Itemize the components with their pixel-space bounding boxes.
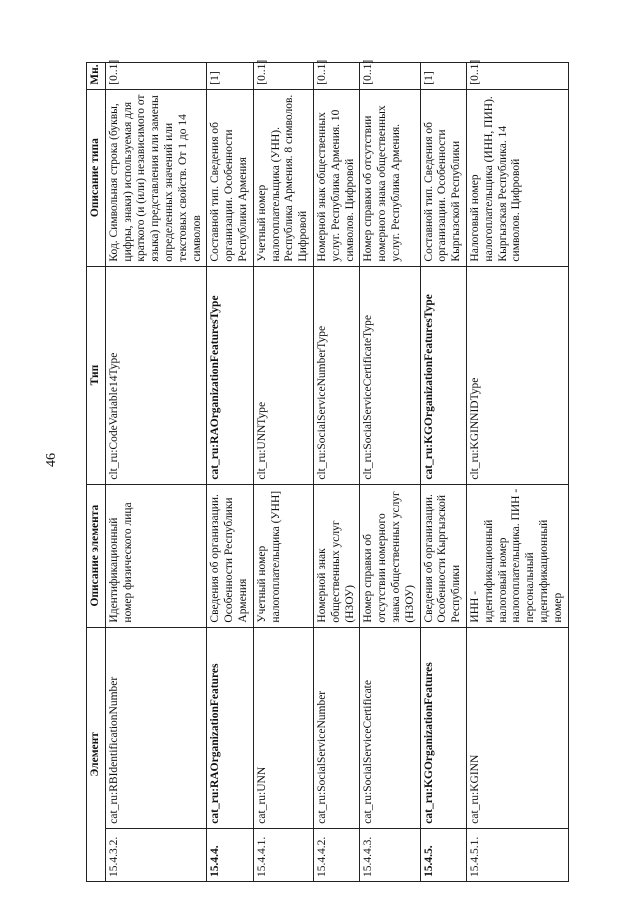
row-type: clt_ru:SocialServiceCertificateType (360, 266, 420, 484)
row-multiplicity: [0..1] (105, 63, 207, 90)
row-multiplicity: [0..1] (313, 63, 359, 90)
row-type-description: Номер справки об отсутствии номерного знака общественных услуг. Республика Армения. (360, 89, 420, 266)
header-element-description: Описание элемента (87, 484, 106, 627)
row-number: 15.4.4.1. (253, 828, 313, 881)
row-multiplicity: [0..1] (360, 63, 420, 90)
elements-table (86, 59, 569, 882)
header-type: Тип (87, 266, 106, 484)
row-type: cat_ru:RAOrganizationFeaturesType (207, 266, 253, 484)
row-multiplicity: [0..1] (466, 63, 568, 90)
row-type-description: Номерной знак общественных услуг. Республика Армения. 10 символов. Цифровой (313, 89, 359, 266)
row-number: 15.4.5.1. (466, 828, 568, 881)
table-row (360, 63, 420, 882)
row-number: 15.4.4. (207, 828, 253, 881)
row-multiplicity: [0..1] (253, 63, 313, 90)
table-row (313, 63, 359, 882)
table-row (466, 63, 568, 882)
row-element-name: cat_ru:UNN (253, 627, 313, 828)
page-number: 46 (44, 453, 59, 467)
row-type: clt_ru:SocialServiceNumberType (313, 266, 359, 484)
table-row (253, 63, 313, 882)
row-element-description: Идентификационный номер физического лица (105, 484, 207, 627)
row-element-name: cat_ru:SocialServiceCertificate (360, 627, 420, 828)
table-row (207, 63, 253, 882)
row-element-description: Сведения об организации. Особенности Республики Армения (207, 484, 253, 627)
row-element-name: cat_ru:RAOrganizationFeatures (207, 627, 253, 828)
row-element-description: Номерной знак общественных услуг (НЗОУ) (313, 484, 359, 627)
row-element-name: cat_ru:RBIdentificationNumber (105, 627, 207, 828)
row-type-description: Код. Символьная строка (буквы, цифры, знаки) используемая для краткого (и (или) независимого от языка) представления или замены определенных значений или текстовых свойств. От 1 до 14 символов (105, 89, 207, 266)
table-row (105, 63, 207, 882)
header-multiplicity: Мн. (87, 63, 106, 90)
row-element-name: cat_ru:SocialServiceNumber (313, 627, 359, 828)
row-type: clt_ru:CodeVariable14Type (105, 266, 207, 484)
row-type: clt_ru:UNNType (253, 266, 313, 484)
row-number: 15.4.4.2. (313, 828, 359, 881)
row-element-description: Учетный номер налогоплательщика (УНН] (253, 484, 313, 627)
row-type: cat_ru:KGOrganizationFeaturesType (420, 266, 466, 484)
row-element-name: cat_ru:KGOrganizationFeatures (420, 627, 466, 828)
row-multiplicity: [1] (207, 63, 253, 90)
table-container (86, 59, 564, 882)
row-type-description: Налоговый номер налогоплательщика (ИНН, ПИН). Кыргызская Республика. 14 символов. Цифровой (466, 89, 568, 266)
row-number: 15.4.4.3. (360, 828, 420, 881)
row-type-description: Составной тип. Сведения об организации. Особенности Республики Армения (207, 89, 253, 266)
row-type: clt_ru:KGINNIDType (466, 266, 568, 484)
row-element-description: ИНН - идентификационный налоговый номер налогоплательщика. ПИН - персональный идентификационный номер (466, 484, 568, 627)
row-element-name: cat_ru:KGINN (466, 627, 568, 828)
row-multiplicity: [1] (420, 63, 466, 90)
row-element-description: Сведения об организации. Особенности Кыргызской Республики (420, 484, 466, 627)
row-type-description: Учетный номер налогоплательщика (УНН). Республика Армения. 8 символов. Цифровой (253, 89, 313, 266)
row-element-description: Номер справки об отсутствии номерного знака общественных услуг (НЗОУ) (360, 484, 420, 627)
row-type-description: Составной тип. Сведения об организации. Особенности Кыргызской Республики (420, 89, 466, 266)
row-number: 15.4.5. (420, 828, 466, 881)
table-header-row (87, 63, 106, 882)
table-row (420, 63, 466, 882)
row-number: 15.4.3.2. (105, 828, 207, 881)
header-element: Элемент (87, 627, 106, 881)
header-type-description: Описание типа (87, 89, 106, 266)
